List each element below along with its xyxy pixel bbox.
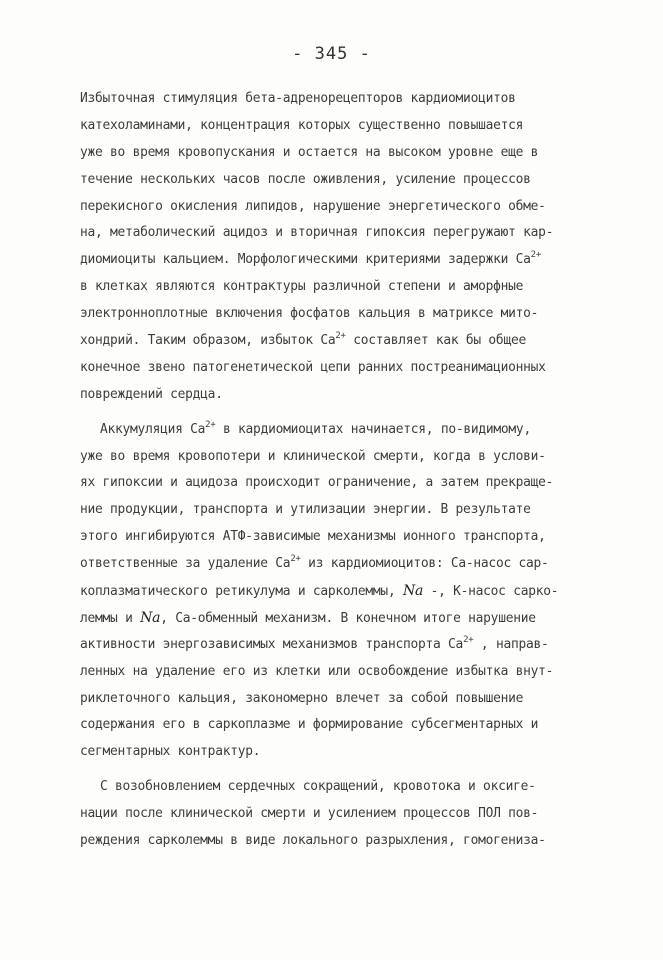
text-line (80, 632, 590, 659)
superscript: 2+ (463, 634, 474, 645)
handwritten-na: Na (402, 583, 424, 600)
page-number: - 345 - (292, 44, 371, 64)
text-run: диомиоциты кальцием. Морфологическими критериями задержки Ca (80, 252, 531, 268)
text-run: -, К-насос сарко- (423, 584, 559, 600)
text-run: из кардиомиоцитов: Са-насос сар- (300, 556, 549, 572)
text-line: на, метаболический ацидоз и вторичная гипоксия перегружают кар- (80, 225, 554, 241)
text-line: содержания его в саркоплазме и формирование субсегментарных и (80, 717, 539, 733)
text-run: ответственные за удаление Ca (80, 556, 291, 572)
text-line: реждения сарколеммы в виде локального разрыхления, гомогениза- (80, 833, 546, 849)
superscript: 2+ (205, 419, 216, 430)
text-line: ях гипоксии и ацидоза происходит ограничение, а затем прекраще- (80, 475, 554, 491)
text-line: катехоламинами, концентрация которых существенно повышается (80, 117, 524, 133)
text-line (80, 417, 590, 444)
text-run: Аккумуляция Ca (100, 421, 206, 437)
text-run: составляет как бы общее (345, 333, 526, 349)
text-line: этого ингибируются АТФ-зависимые механизмы ионного транспорта, (80, 529, 546, 545)
text-line: Избыточная стимуляция бета-адренорецепторов кардиомиоцитов (80, 91, 516, 106)
text-line (80, 605, 590, 632)
text-run: , Са-обменный механизм. В конечном итоге нарушение (160, 610, 536, 626)
superscript: 2+ (290, 554, 301, 565)
text-line: повреждений сердца. (80, 386, 223, 402)
text-line: перекисного окисления липидов, нарушение энергетического обме- (80, 198, 546, 214)
superscript: 2+ (530, 250, 541, 261)
text-run: хондрий. Таким образом, избыток Ca (80, 333, 336, 349)
text-run: леммы и (80, 610, 141, 626)
text-line: течение нескольких часов после оживления, усиление процессов (80, 171, 531, 187)
body-text (80, 86, 590, 855)
text-line: электронноплотные включения фосфатов кальция в матриксе мито- (80, 306, 539, 322)
text-line: ленных на удаление его из клетки или освобождение избытка внут- (80, 663, 554, 679)
text-line (80, 551, 590, 578)
text-run: коплазматического ретикулума и сарколеммы, (80, 584, 403, 600)
text-line: риклеточного кальция, закономерно влечет за собой повышение (80, 690, 524, 706)
text-line: уже во время кровопотери и клинической смерти, когда в услови- (80, 448, 546, 464)
text-line: конечное звено патогенетической цепи ранних постреанимационных (80, 359, 546, 375)
text-line: С возобновлением сердечных сокращений, кровотока и оксиге- (100, 779, 536, 795)
text-line (80, 578, 590, 605)
text-line: уже во время кровопускания и остается на высоком уровне еще в (80, 144, 539, 160)
text-line (80, 328, 590, 355)
text-line: ние продукции, транспорта и утилизации энергии. В результате (80, 502, 531, 518)
text-line (80, 247, 590, 274)
text-run: активности энергозависимых механизмов транспорта Ca (80, 636, 464, 652)
text-line: в клетках являются контрактуры различной степени и аморфные (80, 279, 524, 295)
text-run: в кардиомиоцитах начинается, по-видимому, (215, 421, 531, 437)
text-line: нации после клинической смерти и усилением процессов ПОЛ пов- (80, 806, 539, 822)
superscript: 2+ (335, 331, 346, 342)
text-run: , направ- (473, 636, 549, 652)
text-line: сегментарных контрактур. (80, 744, 261, 760)
handwritten-na: Na (140, 609, 161, 626)
